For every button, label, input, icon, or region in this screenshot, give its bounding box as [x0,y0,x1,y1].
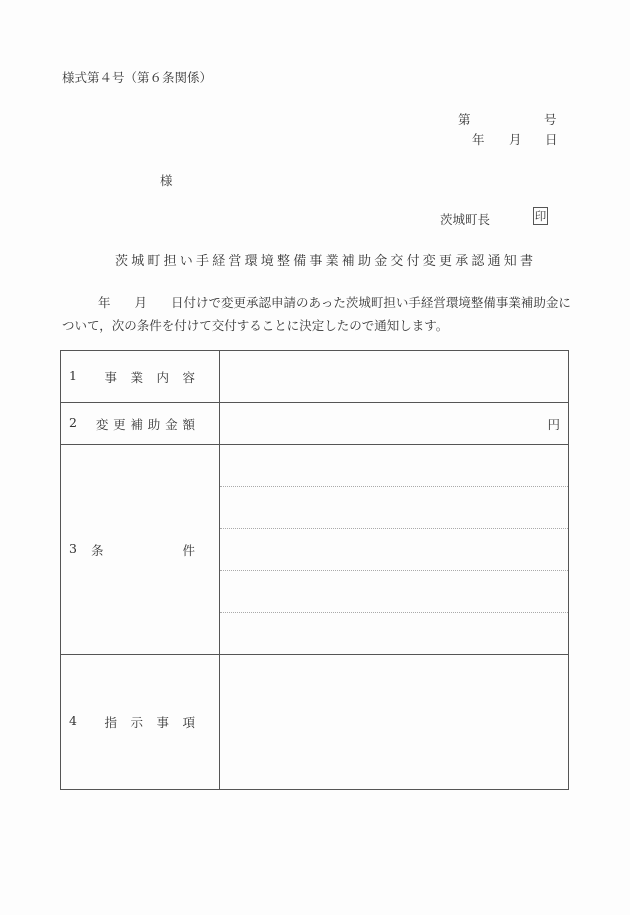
label-changed-amount: 2 変 更 補 助 金 額 [61,403,220,445]
details-table [60,350,569,790]
value-changed-amount[interactable]: 円 [220,403,569,445]
condition-line-1[interactable] [220,445,568,487]
date-month-label: 月 [509,132,522,147]
body-month: 月 [134,295,148,310]
label-instructions: 4 指 示 事 項 [61,655,220,790]
document-number-prefix: 第 [458,112,471,127]
condition-line-5[interactable] [220,613,568,654]
condition-line-2[interactable] [220,487,568,529]
table-row-instructions [61,655,569,790]
body-sentence: 日付けで変更承認申請のあった茨城町担い手経営環境整備事業補助金について，次の条件を付けて交付することに決定したので通知します。 [62,295,571,333]
value-instructions[interactable] [220,655,569,790]
label-conditions: 3 条 件 [61,445,220,655]
condition-line-4[interactable] [220,571,568,613]
value-business-content[interactable] [220,351,569,403]
document-title: 茨城町担い手経営環境整備事業補助金交付変更承認通知書 [115,254,537,269]
date-day-label: 日 [545,132,558,147]
value-conditions[interactable] [220,445,569,655]
form-number: 様式第４号（第６条関係） [62,70,213,85]
seal-mark: 印 [534,209,547,223]
label-business-content: 1 事 業 内 容 [61,351,220,403]
document-number-suffix: 号 [544,112,557,127]
condition-line-3[interactable] [220,529,568,571]
body-text [62,291,582,337]
table-row-business-content [61,351,569,403]
issuer-name: 茨城町長 [440,212,491,227]
table-row-conditions [61,445,569,655]
body-year: 年 [98,295,111,310]
date-year-label: 年 [472,132,485,147]
addressee-suffix: 様 [160,173,173,188]
table-row-changed-amount [61,403,569,445]
